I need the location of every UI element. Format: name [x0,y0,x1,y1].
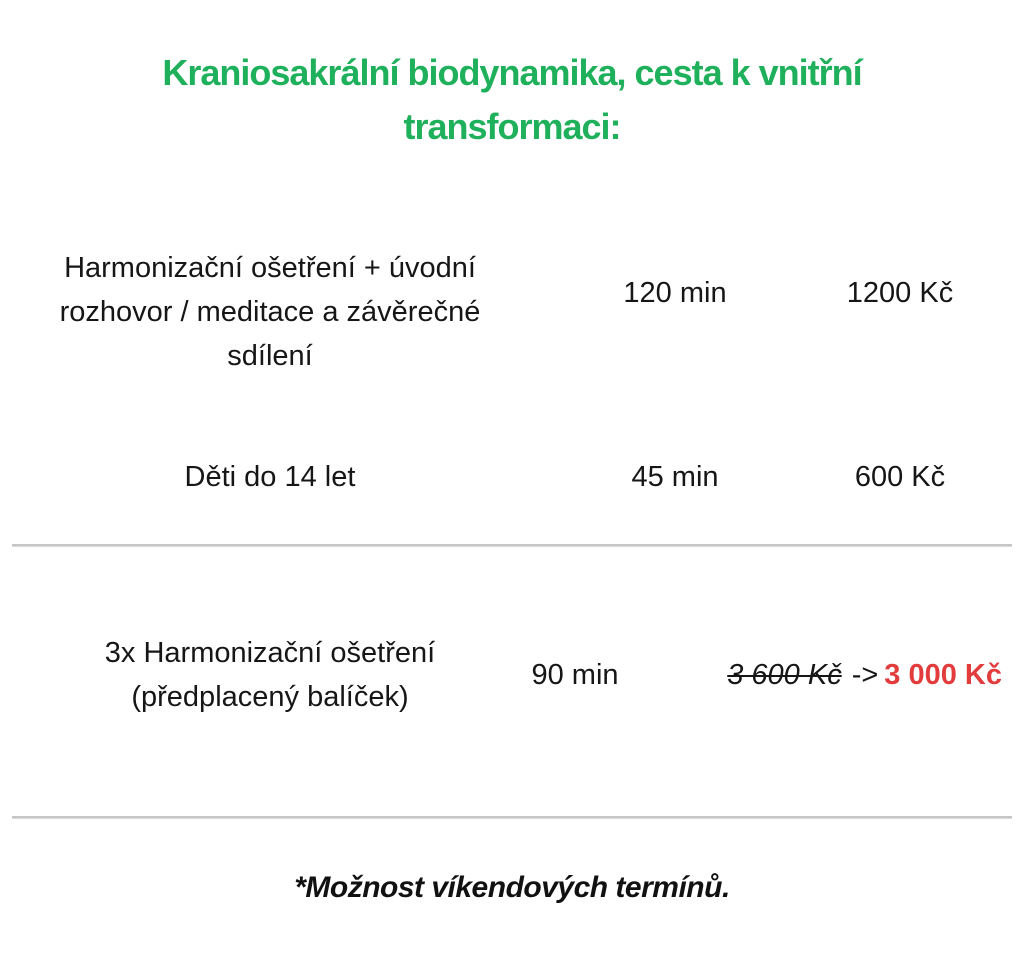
service-duration: 90 min [531,659,619,691]
service-cell [0,631,540,719]
sale-price: 3 000 Kč [884,659,1002,691]
service-price: 600 Kč [854,461,946,493]
section-divider [12,816,1012,819]
service-price [610,653,1024,697]
page-title [0,0,1024,154]
price-arrow: -> [851,659,879,691]
service-name: Harmonizační ošetření + úvodní rozhovor / meditace a závěrečné sdílení [59,252,481,372]
service-duration: 45 min [631,461,719,493]
page-title-text: Kraniosakrální biodynamika, cesta k vnitřní transformaci: [162,52,862,147]
service-cell [0,455,540,499]
section-divider [12,544,1012,547]
pricing-row-harmonizing-treatment [0,246,1024,378]
old-price: 3 600 Kč [727,659,842,691]
service-cell [0,246,540,378]
pricing-row-children [0,455,1024,499]
service-price: 1200 Kč [846,277,954,309]
service-name: Děti do 14 let [184,461,356,493]
service-name: 3x Harmonizační ošetření (předplacený balíček) [104,637,436,713]
weekend-availability-note: *Možnost víkendových termínů. [294,871,730,904]
service-duration: 120 min [623,277,727,309]
pricing-row-package [0,631,1024,719]
